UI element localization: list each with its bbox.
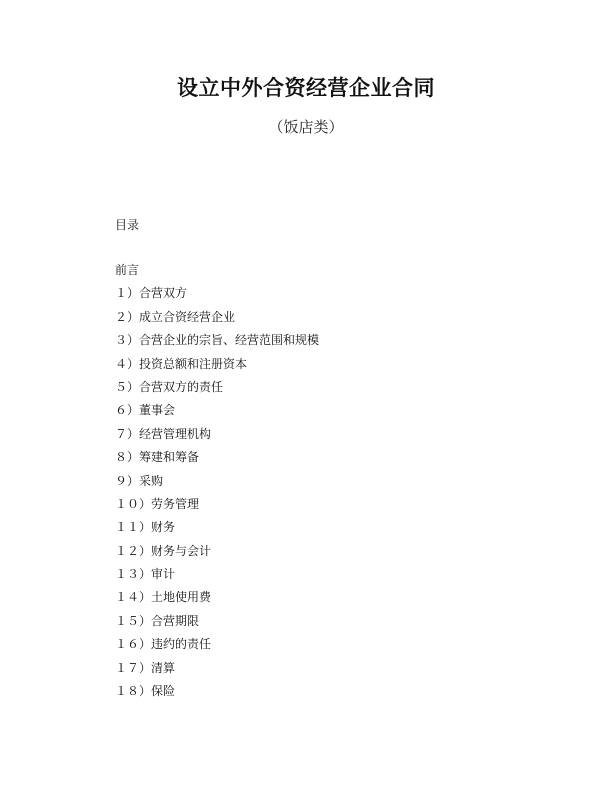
toc-item: １１）财务 xyxy=(115,520,176,535)
toc-item: ４）投资总额和注册资本 xyxy=(115,356,248,371)
toc-item: １５）合营期限 xyxy=(115,613,200,628)
toc-item: １０）劳务管理 xyxy=(115,496,200,511)
toc-item: ８）筹建和筹备 xyxy=(115,450,200,465)
toc-item: １４）土地使用费 xyxy=(115,590,212,605)
toc-item: ６）董事会 xyxy=(115,403,176,418)
document-subtitle: （饭店类） xyxy=(268,118,344,136)
toc-item: ７）经营管理机构 xyxy=(115,426,212,441)
toc-item: ３）合营企业的宗旨、经营范围和规模 xyxy=(115,333,320,348)
toc-item: １７）清算 xyxy=(115,660,176,675)
toc-item: １２）财务与会计 xyxy=(115,543,212,558)
toc-item: １３）审计 xyxy=(115,567,176,582)
toc-heading: 目录 xyxy=(115,218,140,232)
toc-item: １６）违约的责任 xyxy=(115,637,212,652)
toc-item: ９）采购 xyxy=(115,473,164,488)
table-of-contents xyxy=(115,262,319,706)
toc-item: ５）合营双方的责任 xyxy=(115,379,224,394)
document-title: 设立中外合资经营企业合同 xyxy=(177,76,435,100)
toc-item: 前言 xyxy=(115,263,140,277)
toc-item: １）合营双方 xyxy=(115,286,188,301)
toc-item: １８）保险 xyxy=(115,684,176,699)
toc-item: ２）成立合资经营企业 xyxy=(115,309,236,324)
